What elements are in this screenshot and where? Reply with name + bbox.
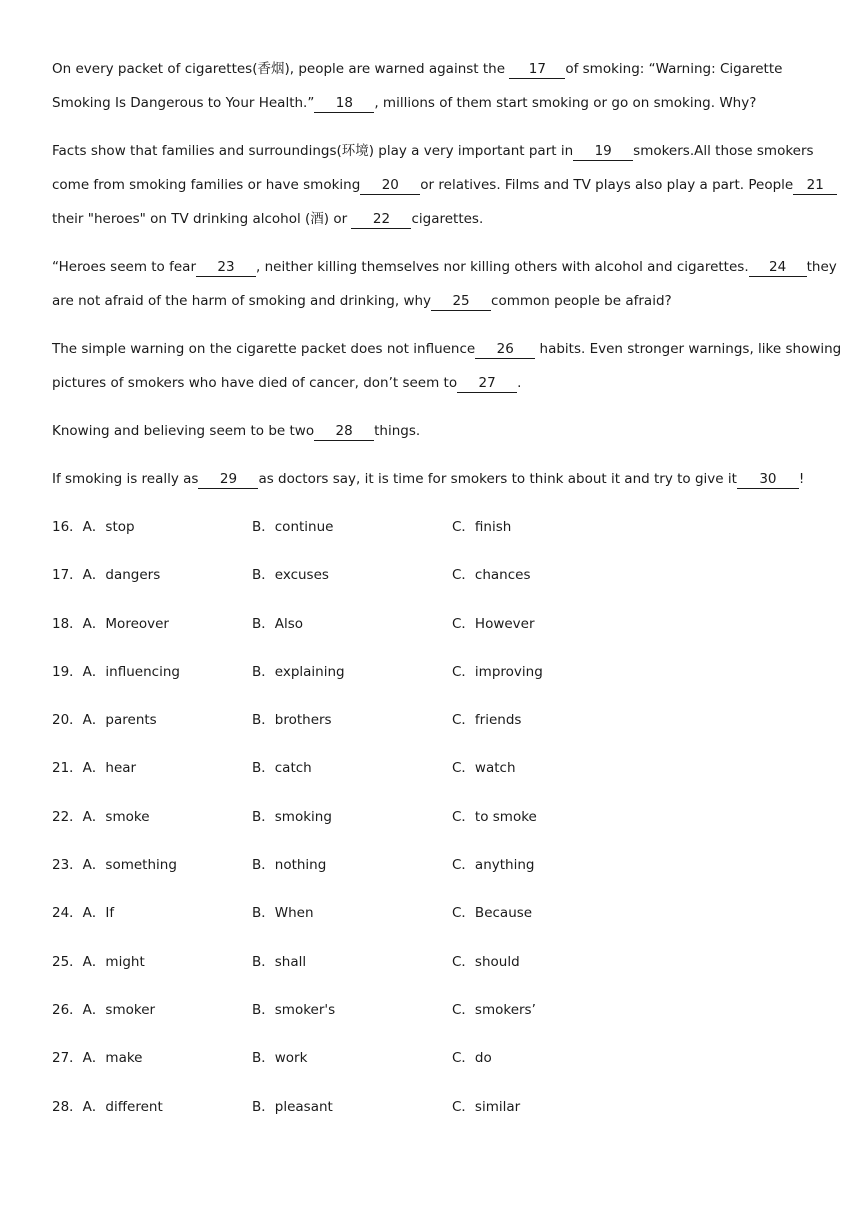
passage-text: are not afraid of the harm of smoking and drinking, why [52,293,432,309]
answer-options [52,506,812,1134]
paragraph-2 [52,134,824,236]
paragraph-4 [52,332,842,400]
question-row [52,603,812,651]
option-a: 17．A．dangers [52,567,161,584]
passage-text: common people be afraid? [491,293,672,309]
question-row [52,506,812,554]
option-a: 23．A．something [52,857,177,874]
passage-text: habits. Even stronger warnings, like showing [535,341,842,357]
option-b: B．Also [252,615,304,632]
passage-text: ! [798,471,805,487]
paragraph-line [52,366,814,400]
option-c: C．finish [452,519,512,535]
option-c: C．chances [452,567,531,584]
option-b: B．shall [252,953,307,970]
option-a: 19．A．influencing [52,663,180,680]
passage-text: as doctors say, it is time for smokers to think about it and try to give it [258,471,737,487]
option-a: 22．A．smoke [52,808,150,825]
option-b: B．continue [252,519,334,535]
question-row [52,796,812,844]
option-c: C．However [452,615,535,632]
option-b: B．excuses [252,567,329,584]
passage-text: “Heroes seem to fear [52,259,196,275]
blank-25: 25 [431,292,491,311]
option-b: B．nothing [252,857,327,874]
option-b: B．smoking [252,808,332,825]
blank-17: 17 [509,60,565,79]
option-a: 28．A．different [52,1098,163,1115]
passage-text: Knowing and believing seem to be two [52,423,315,439]
blank-22: 22 [351,210,411,229]
paragraph-line [52,332,842,366]
paragraph-3 [52,250,837,318]
paragraph-line [52,168,824,202]
option-b: B．brothers [252,712,332,729]
blank-21: 21 [793,176,837,195]
blank-19: 19 [573,142,633,161]
paragraph-line [52,134,814,168]
blank-24: 24 [749,258,807,277]
option-b: B．pleasant [252,1098,333,1115]
option-a: 27．A．make [52,1050,143,1067]
option-a: 24．A．If [52,905,115,922]
paragraph-line [52,86,814,120]
question-row [52,941,812,989]
option-c: C．do [452,1050,492,1067]
blank-18: 18 [314,94,374,113]
blank-29: 29 [198,470,258,489]
question-row [52,1086,812,1134]
paragraph-line [52,414,814,448]
passage-text: , neither killing themselves nor killing others with alcohol and cigarettes. [256,259,749,275]
passage-text: Facts show that families and surroundings(环境) play a very important part in [52,143,574,159]
blank-26: 26 [475,340,535,359]
passage-text: . [517,375,522,391]
passage-text: , millions of them start smoking or go on smoking. Why? [374,95,757,111]
option-c: C．friends [452,712,522,729]
paragraph-line [52,250,837,284]
passage-text: things. [374,423,421,439]
passage-text: cigarettes. [411,211,484,227]
blank-30: 30 [737,470,799,489]
passage-text: they [806,259,837,275]
paragraph-line [52,284,814,318]
option-c: C．smokers’ [452,1001,536,1018]
passage-text: come from smoking families or have smoking [52,177,361,193]
cloze-passage [52,52,842,510]
question-row [52,1037,812,1085]
question-row [52,699,812,747]
option-a: 26．A．smoker [52,1001,156,1018]
option-c: C．should [452,953,520,970]
passage-text: smokers.All those smokers [633,143,814,159]
paragraph-line [52,462,814,496]
paragraph-6 [52,462,814,496]
paragraph-line [52,52,814,86]
passage-text: pictures of smokers who have died of cancer, don’t seem to [52,375,458,391]
option-c: C．similar [452,1098,521,1115]
question-row [52,747,812,795]
option-a: 18．A．Moreover [52,615,169,632]
option-b: B．smoker's [252,1001,336,1018]
blank-28: 28 [314,422,374,441]
paragraph-1 [52,52,814,120]
passage-text: Smoking Is Dangerous to Your Health.” [52,95,315,111]
option-a: 21．A．hear [52,760,137,777]
blank-20: 20 [360,176,420,195]
blank-23: 23 [196,258,256,277]
option-c: C．anything [452,857,535,874]
option-a: 20．A．parents [52,712,157,729]
option-c: C．Because [452,905,533,922]
option-b: B．work [252,1050,308,1067]
passage-text: On every packet of cigarettes(香烟), people are warned against the [52,61,510,77]
option-a: 16．A．stop [52,519,135,535]
option-b: B．When [252,905,314,922]
passage-text: or relatives. Films and TV plays also play a part. People [420,177,794,193]
option-c: C．to smoke [452,808,537,825]
passage-text: of smoking: “Warning: Cigarette [565,61,783,77]
passage-text: The simple warning on the cigarette packet does not influence [52,341,476,357]
passage-text: their "heroes" on TV drinking alcohol (酒) or [52,211,352,227]
passage-text: If smoking is really as [52,471,199,487]
question-row [52,651,812,699]
question-row [52,892,812,940]
question-row [52,844,812,892]
option-b: B．explaining [252,663,345,680]
question-row [52,554,812,602]
question-row [52,989,812,1037]
option-c: C．watch [452,760,516,777]
blank-27: 27 [457,374,517,393]
paragraph-line [52,202,814,236]
option-c: C．improving [452,663,543,680]
paragraph-5 [52,414,814,448]
option-a: 25．A．might [52,953,145,970]
option-b: B．catch [252,760,312,777]
